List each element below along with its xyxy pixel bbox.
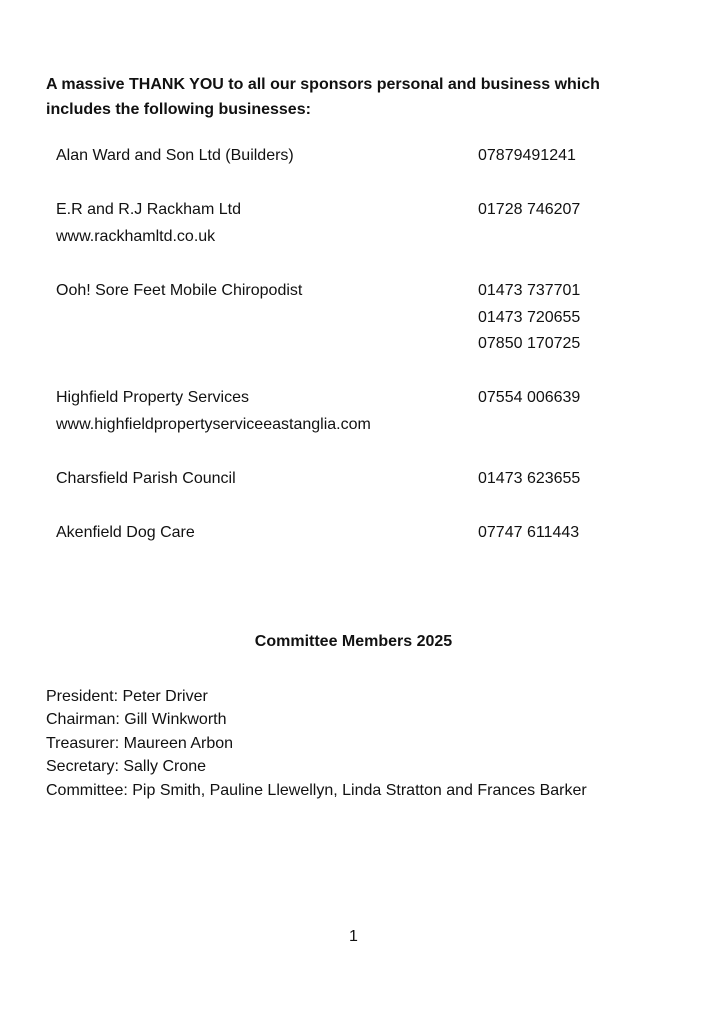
sponsor-details — [56, 520, 476, 547]
sponsor-phones — [478, 385, 648, 412]
sponsor-details — [56, 466, 476, 493]
sponsor-details — [56, 278, 476, 305]
sponsor-phone: 07747 611443 — [478, 524, 580, 541]
committee-member: Committee: Pip Smith, Pauline Llewellyn, Linda Stratton and Frances Barker — [46, 781, 587, 799]
sponsor-phones — [478, 278, 648, 358]
intro-line-1: A massive THANK YOU to all our sponsors personal and business which — [46, 76, 600, 93]
committee-member: President: Peter Driver — [46, 688, 208, 705]
sponsor-name: Alan Ward and Son Ltd (Builders) — [56, 147, 294, 164]
sponsor-phone: 01473 720655 — [478, 308, 581, 326]
sponsor-details — [56, 143, 476, 170]
sponsor-phone: 07554 006639 — [478, 389, 581, 406]
sponsor-phones — [478, 143, 648, 170]
sponsor-phone: 01473 737701 — [478, 282, 581, 299]
sponsor-name: Highfield Property Services — [56, 389, 249, 406]
sponsor-phones — [478, 520, 648, 547]
sponsor-phone: 01728 746207 — [478, 201, 581, 218]
sponsor-website: www.highfieldpropertyserviceeastanglia.com — [56, 415, 371, 433]
sponsor-name: Akenfield Dog Care — [56, 524, 195, 541]
committee-title: Committee Members 2025 — [254, 633, 453, 650]
committee-member: Secretary: Sally Crone — [46, 758, 207, 776]
sponsor-phones — [478, 466, 648, 493]
sponsor-phone: 07850 170725 — [478, 335, 581, 352]
sponsor-phone: 07879491241 — [478, 147, 576, 164]
sponsor-name: E.R and R.J Rackham Ltd — [56, 201, 241, 218]
sponsor-name: Ooh! Sore Feet Mobile Chiropodist — [56, 282, 303, 299]
sponsor-name: Charsfield Parish Council — [56, 470, 236, 487]
sponsor-phone: 01473 623655 — [478, 470, 581, 487]
sponsor-details — [56, 385, 476, 438]
sponsor-details — [56, 197, 476, 250]
committee-member-list — [46, 685, 686, 802]
committee-member: Treasurer: Maureen Arbon — [46, 734, 234, 752]
intro-line-2: includes the following businesses: — [46, 101, 311, 118]
sponsor-phones — [478, 197, 648, 224]
page-number: 1 — [349, 928, 358, 945]
sponsor-website: www.rackhamltd.co.uk — [56, 227, 216, 245]
sponsors-intro — [46, 72, 666, 122]
committee-member: Chairman: Gill Winkworth — [46, 711, 227, 729]
